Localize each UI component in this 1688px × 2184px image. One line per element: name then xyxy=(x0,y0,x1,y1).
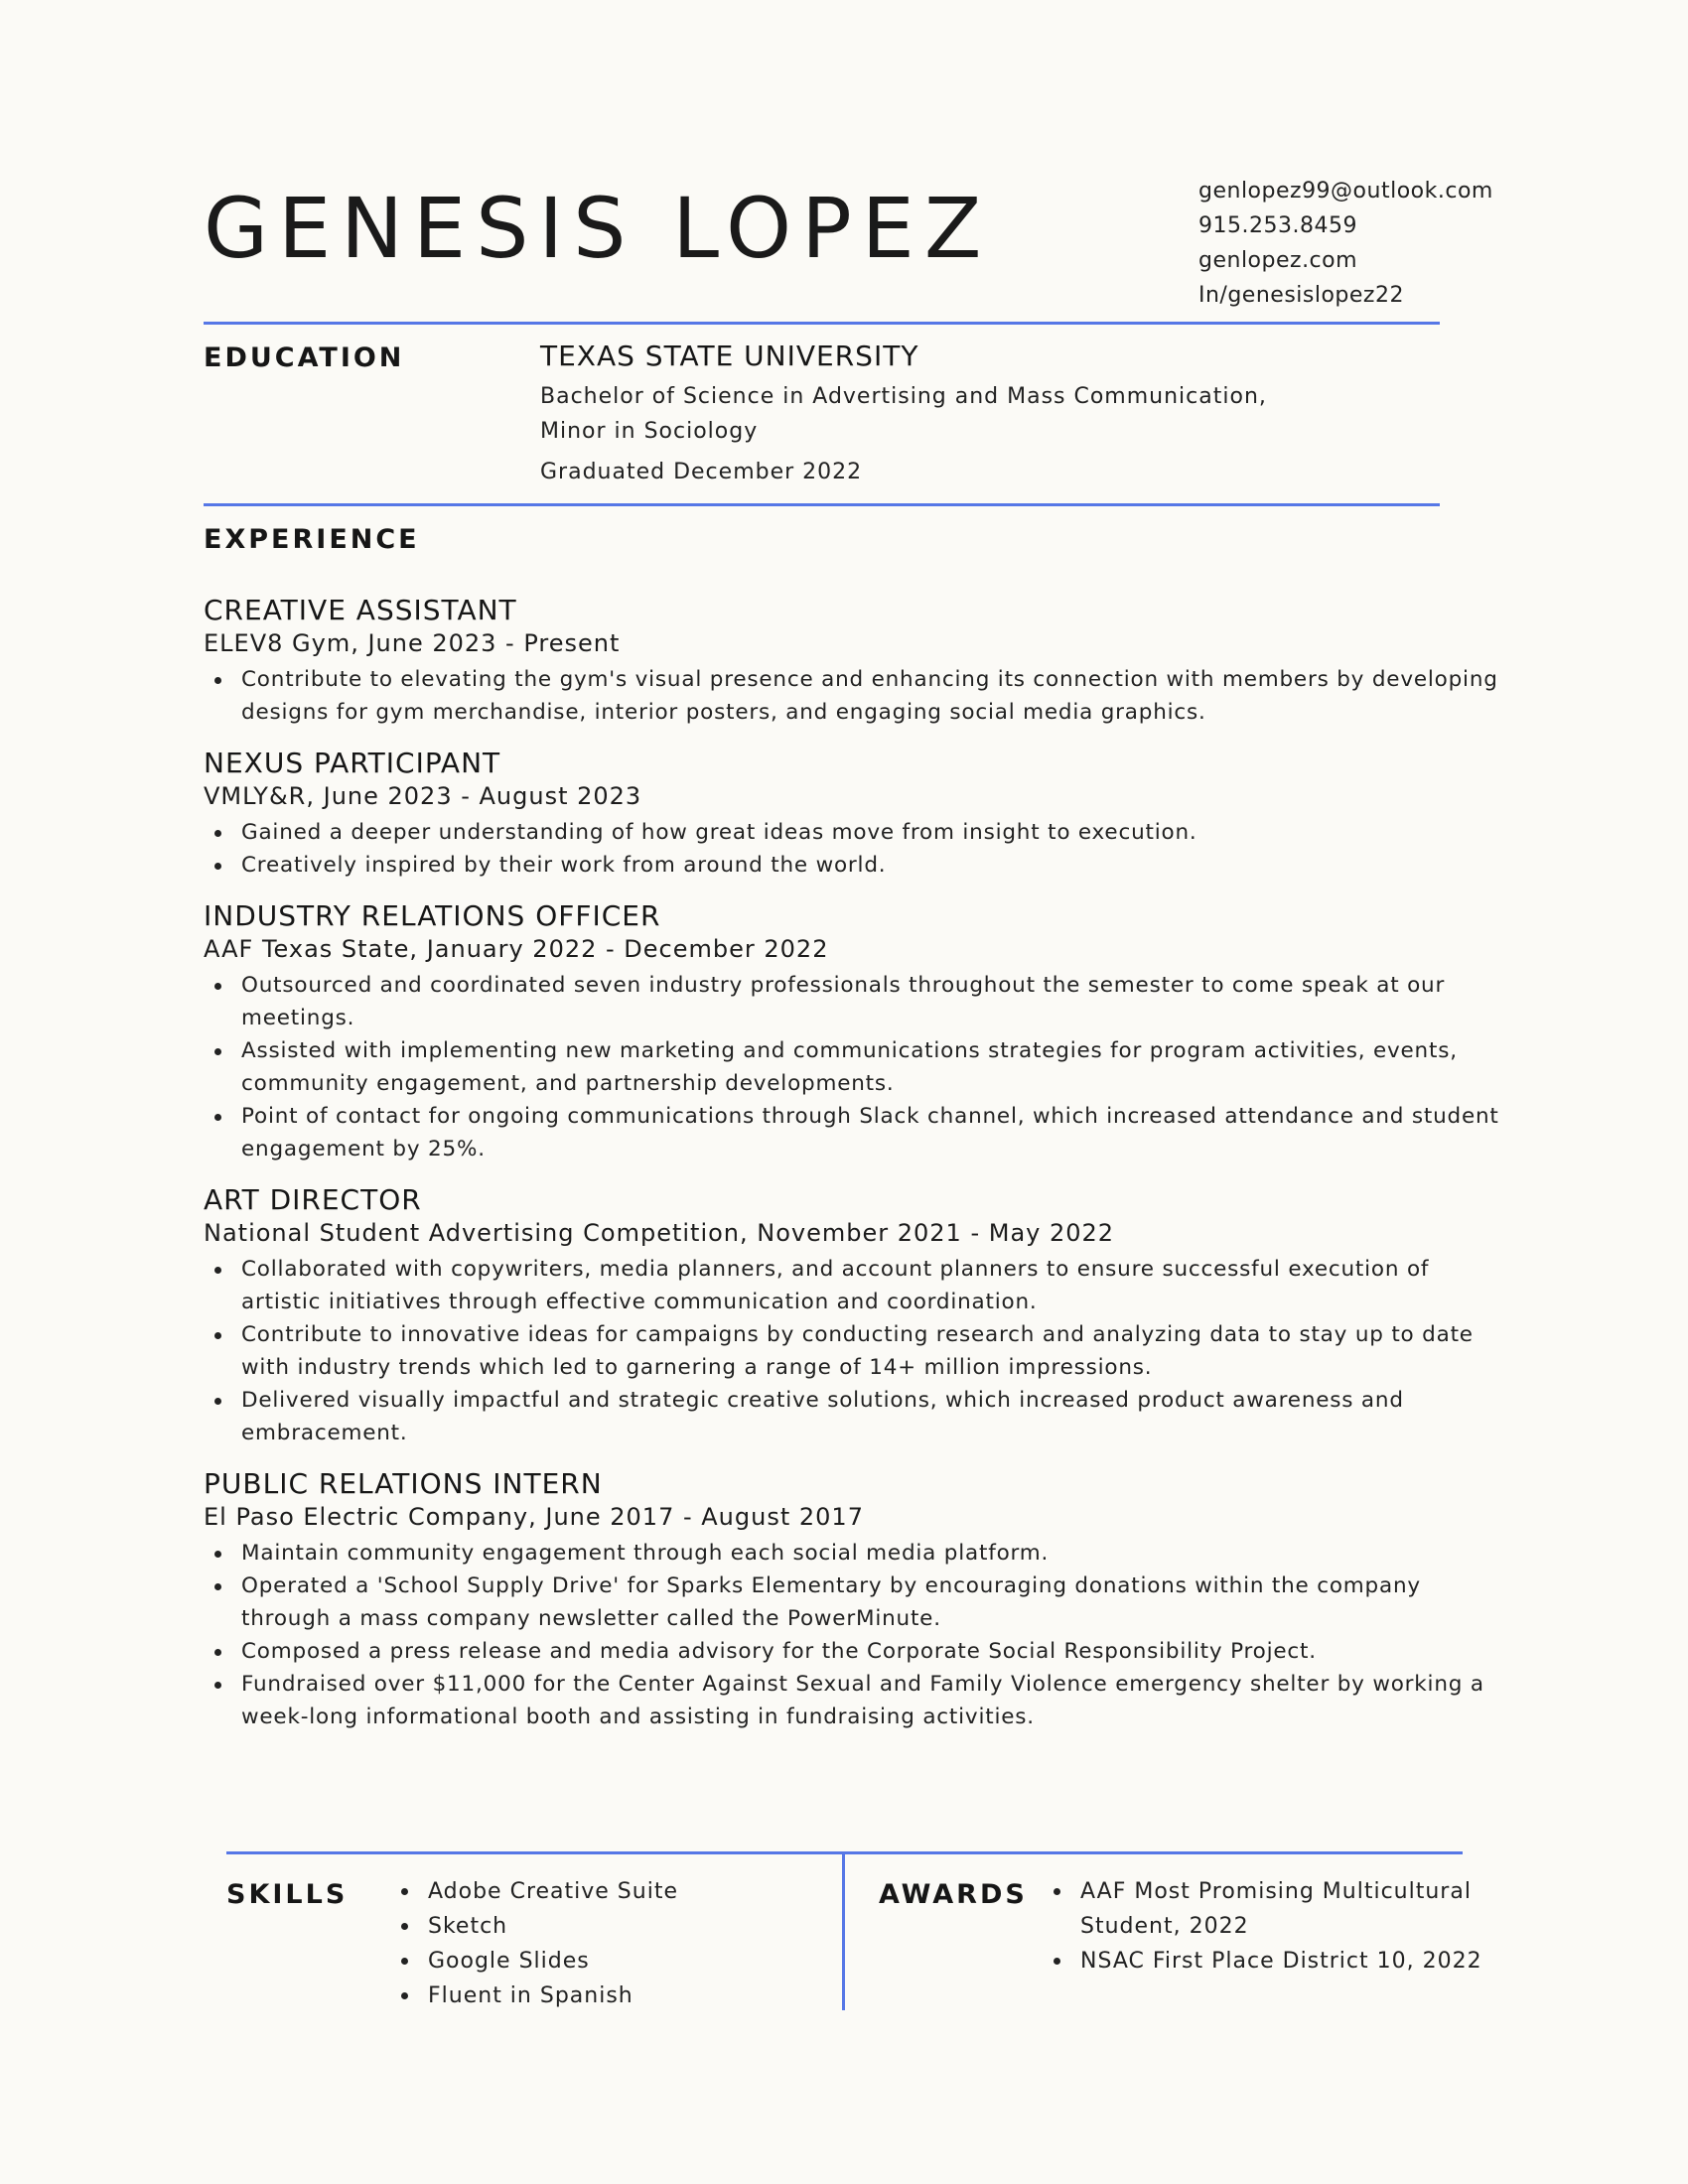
bullet-item: Assisted with implementing new marketing and communications strategies for program activities, events, community engagement, and partnership developments. xyxy=(204,1034,1504,1100)
job-title: NEXUS PARTICIPANT xyxy=(204,747,501,779)
skill-item: Adobe Creative Suite xyxy=(398,1874,815,1909)
job-title: PUBLIC RELATIONS INTERN xyxy=(204,1467,603,1500)
job-bullets xyxy=(204,1253,1504,1449)
job-org-dates: El Paso Electric Company, June 2017 - August 2017 xyxy=(204,1503,864,1531)
job-title: ART DIRECTOR xyxy=(204,1183,422,1216)
job-org-dates: ELEV8 Gym, June 2023 - Present xyxy=(204,629,621,657)
job-bullets xyxy=(204,663,1504,729)
skill-item: Fluent in Spanish xyxy=(398,1979,815,2013)
education-degree-line2: Minor in Sociology xyxy=(540,419,759,444)
contact-info xyxy=(1198,174,1493,313)
job-org-dates: National Student Advertising Competition, November 2021 - May 2022 xyxy=(204,1219,1115,1247)
contact-phone: 915.253.8459 xyxy=(1198,213,1357,238)
bullet-item: Collaborated with copywriters, media planners, and account planners to ensure successful execution of artistic initiatives through effective communication and coordination. xyxy=(204,1253,1504,1318)
bullet-item: Contribute to innovative ideas for campaigns by conducting research and analyzing data to stay up to date with industry trends which led to garnering a range of 14+ million impressions. xyxy=(204,1318,1504,1384)
bullet-item: Delivered visually impactful and strategic creative solutions, which increased product awareness and embracement. xyxy=(204,1384,1504,1449)
contact-website: genlopez.com xyxy=(1198,248,1358,273)
job-entry xyxy=(204,1183,1504,1449)
bullet-item: Outsourced and coordinated seven industry professionals throughout the semester to come speak at our meetings. xyxy=(204,969,1504,1034)
experience-list xyxy=(204,594,1504,1751)
awards-title: AWARDS xyxy=(879,1879,1028,1910)
bullet-item: Composed a press release and media advisory for the Corporate Social Responsibility Project. xyxy=(204,1635,1504,1668)
job-entry xyxy=(204,899,1504,1165)
bullet-item: Point of contact for ongoing communications through Slack channel, which increased attendance and student engagement by 25%. xyxy=(204,1100,1504,1165)
bullet-item: Contribute to elevating the gym's visual presence and enhancing its connection with members by developing designs for gym merchandise, interior posters, and engaging social media graphics. xyxy=(204,663,1504,729)
bullet-item: Gained a deeper understanding of how great ideas move from insight to execution. xyxy=(204,816,1504,849)
awards-list xyxy=(1051,1874,1487,1979)
experience-title: EXPERIENCE xyxy=(204,524,420,555)
job-title: INDUSTRY RELATIONS OFFICER xyxy=(204,899,661,932)
divider-vertical xyxy=(842,1851,845,2010)
candidate-name: GENESIS LOPEZ xyxy=(204,180,992,277)
job-org-dates: AAF Texas State, January 2022 - December 2022 xyxy=(204,935,829,963)
skill-item: Sketch xyxy=(398,1909,815,1944)
bullet-item: Creatively inspired by their work from around the world. xyxy=(204,849,1504,882)
contact-email: genlopez99@outlook.com xyxy=(1198,179,1493,204)
skills-title: SKILLS xyxy=(226,1879,349,1910)
education-school: TEXAS STATE UNIVERSITY xyxy=(540,340,919,372)
job-org-dates: VMLY&R, June 2023 - August 2023 xyxy=(204,782,642,810)
skill-item: Google Slides xyxy=(398,1944,815,1979)
bullet-item: Fundraised over $11,000 for the Center Against Sexual and Family Violence emergency shelter by working a week-long informational booth and assisting in fundraising activities. xyxy=(204,1668,1504,1733)
skills-list xyxy=(398,1874,815,2013)
job-bullets xyxy=(204,969,1504,1165)
job-bullets xyxy=(204,1537,1504,1733)
job-bullets xyxy=(204,816,1504,882)
job-title: CREATIVE ASSISTANT xyxy=(204,594,517,626)
education-title: EDUCATION xyxy=(204,342,405,373)
divider-education xyxy=(204,503,1440,506)
divider-top xyxy=(204,322,1440,325)
job-entry xyxy=(204,1467,1504,1733)
bullet-item: Operated a 'School Supply Drive' for Sparks Elementary by encouraging donations within the company through a mass company newsletter called the PowerMinute. xyxy=(204,1570,1504,1635)
education-graduated: Graduated December 2022 xyxy=(540,460,863,484)
bullet-item: Maintain community engagement through each social media platform. xyxy=(204,1537,1504,1570)
job-entry xyxy=(204,594,1504,729)
award-item: AAF Most Promising Multicultural Student, 2022 xyxy=(1051,1874,1487,1944)
award-item: NSAC First Place District 10, 2022 xyxy=(1051,1944,1487,1979)
education-degree-line1: Bachelor of Science in Advertising and Mass Communication, xyxy=(540,384,1267,409)
contact-linkedin: In/genesislopez22 xyxy=(1198,283,1404,308)
job-entry xyxy=(204,747,1504,882)
